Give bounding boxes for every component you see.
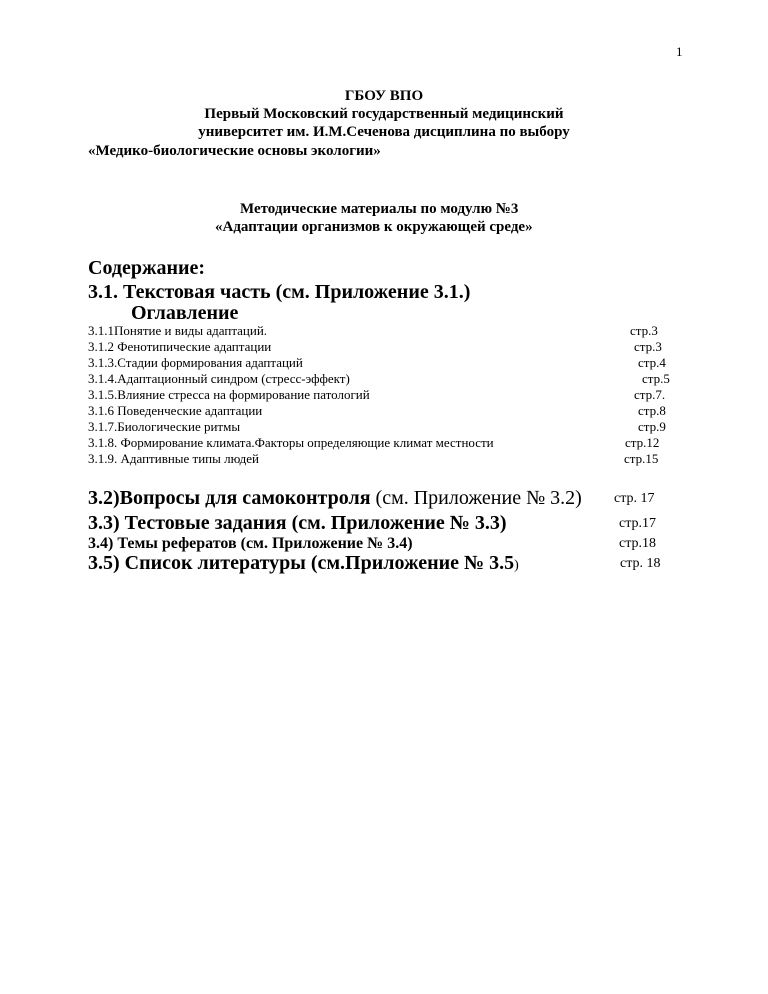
toc-item-title: 3.1.2 Фенотипические адаптации: [88, 339, 272, 354]
section-3-5: [88, 552, 519, 575]
toc-item-page: стр.3: [634, 339, 662, 354]
toc-item-page: стр.7.: [634, 387, 666, 402]
toc-item-title: 3.1.9. Адаптивные типы людей: [88, 451, 260, 466]
section-3-4-page: стр.18: [619, 536, 657, 551]
toc-item-page: стр.15: [624, 451, 659, 466]
toc-item-title: 3.1.8. Формирование климата.Факторы определяющие климат местности: [88, 435, 494, 450]
section-3-3-title: 3.3) Тестовые задания (см. Приложение № 3.3): [88, 512, 507, 534]
toc-item-title: 3.1.1Понятие и виды адаптаций.: [88, 323, 268, 338]
toc-item: [88, 371, 678, 387]
toc-item: [88, 435, 678, 451]
toc-item-title: 3.1.6 Поведенческие адаптации: [88, 403, 263, 418]
toc-item: [88, 323, 678, 339]
toc-item: [88, 339, 678, 355]
section-3-2-page: стр. 17: [614, 491, 655, 506]
toc-item: [88, 451, 678, 467]
section-3-5-paren: ): [514, 558, 519, 573]
toc-item-page: стр.12: [625, 435, 660, 450]
contents-heading: Содержание:: [88, 257, 206, 279]
toc-item-page: стр.3: [630, 323, 658, 338]
toc-item-page: стр.9: [638, 419, 666, 434]
toc-item: [88, 355, 678, 371]
toc-item: [88, 387, 678, 403]
module-title-line2: «Адаптации организмов к окружающей среде»: [215, 219, 533, 235]
section-3-2-ref: (см. Приложение № 3.2): [370, 487, 582, 509]
toc-item-title: 3.1.5.Влияние стресса на формирование патологий: [88, 387, 370, 402]
toc-item-page: стр.4: [638, 355, 666, 370]
university-name-line2: университет им. И.М.Сеченова дисциплина по выбору: [198, 124, 570, 140]
module-title-line1: Методические материалы по модулю №3: [240, 201, 519, 217]
toc-heading: Оглавление: [131, 302, 239, 324]
toc-item-page: стр.5: [642, 371, 670, 386]
section-3-1-heading: 3.1. Текстовая часть (см. Приложение 3.1.): [88, 281, 471, 303]
toc-item-page: стр.8: [638, 403, 666, 418]
discipline-title: «Медико-биологические основы экологии»: [88, 143, 381, 159]
section-3-2: [88, 487, 582, 510]
section-3-5-title: 3.5) Список литературы (см.Приложение № 3.5: [88, 552, 515, 574]
toc-item: [88, 419, 678, 435]
toc-item-title: 3.1.7.Биологические ритмы: [88, 419, 241, 434]
institution-abbrev: ГБОУ ВПО: [344, 88, 424, 104]
toc-item: [88, 403, 678, 419]
section-3-4-title: 3.4) Темы рефератов (см. Приложение № 3.4): [88, 535, 413, 552]
toc-item-title: 3.1.3.Стадии формирования адаптаций: [88, 355, 303, 370]
page-number: 1: [676, 44, 683, 59]
section-3-5-page: стр. 18: [620, 556, 661, 571]
toc-item-title: 3.1.4.Адаптационный синдром (стресс-эффект): [88, 371, 350, 386]
section-3-2-title: 3.2)Вопросы для самоконтроля: [88, 487, 371, 509]
section-3-3-page: стр.17: [619, 516, 657, 531]
university-name-line1: Первый Московский государственный медицинский: [204, 106, 564, 122]
